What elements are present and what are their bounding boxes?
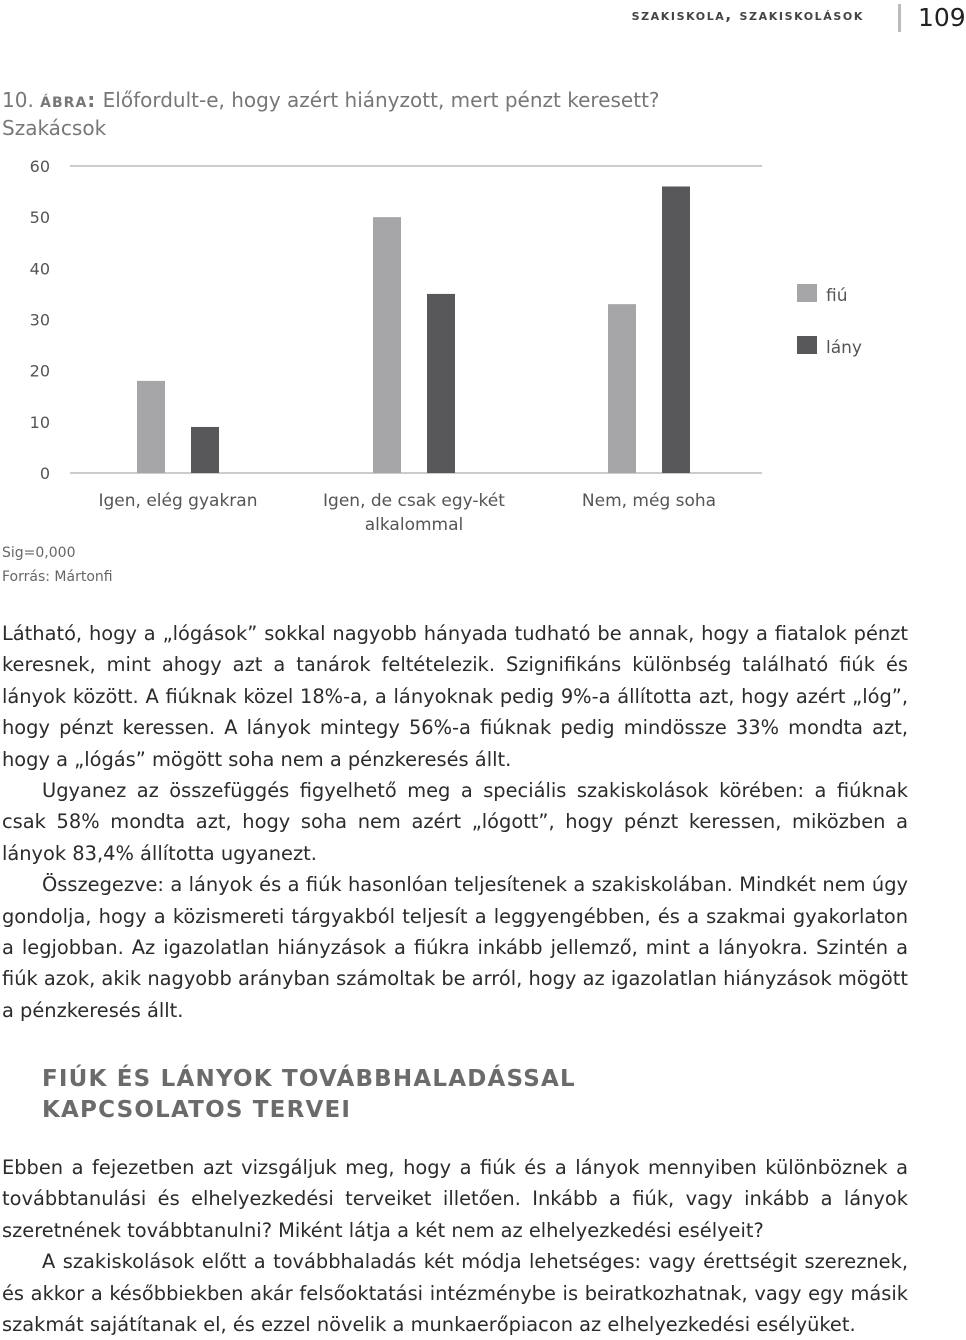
- x-category-label: Nem, még soha: [581, 491, 717, 511]
- body-paragraph: Összegezve: a lányok és a fiúk hasonlóan teljesítenek a szakiskolában. Mindkét nem úgy gondolja, hogy a közismereti tárgyakból teljesít a leggyengébben, és a szakmai gyakorlaton a legjobban. Az igazolatlan hiányzások a fiúkra inkább jellemző, mint a lányokra. Szintén a fiúk azok, akik nagyobb arányban számoltak be arról, hogy az igazolatlan hiányzások mögött a pénzkeresés állt.: [2, 873, 908, 1022]
- page-number: 109: [918, 3, 966, 32]
- bar-fiu: [373, 217, 401, 473]
- bar-lany: [662, 186, 690, 473]
- bar-fiu: [608, 304, 636, 473]
- x-category-label: Igen, elég gyakran: [98, 491, 258, 511]
- bar-fiu: [137, 381, 165, 473]
- figure-title: Előfordult-e, hogy azért hiányzott, mert pénzt keresett?: [102, 88, 660, 112]
- bar-lany: [191, 427, 219, 473]
- section-paragraph: A szakiskolások előtt a továbbhaladás két módja lehetséges: vagy érettségit szereznek, és akkor a későbbiekben akár felsőoktatási intézménybe is beiratkozhatnak, vagy egy másik szakmát sajátítanak el, és ezzel növelik a munkaerőpiacon az elhelyezkedési esélyüket.: [2, 1250, 908, 1337]
- section-heading: [42, 1064, 576, 1126]
- figure-title-line: [2, 86, 762, 114]
- figure-source: Forrás: Mártonfi: [2, 569, 113, 585]
- legend-swatch: [797, 336, 817, 354]
- body-paragraph: Ugyanez az összefüggés figyelhető meg a speciális szakiskolások körében: a fiúknak csak 58% mondta azt, hogy soha nem azért „lógott”, hogy pénzt keressen, miközben a lányok 83,4% állította ugyanezt.: [2, 779, 908, 865]
- body-text: [2, 618, 908, 1026]
- bar-chart: [0, 150, 900, 550]
- y-tick-label: 40: [29, 259, 50, 279]
- y-tick-label: 20: [29, 361, 50, 381]
- y-tick-label: 10: [29, 412, 50, 432]
- header-divider: [898, 4, 901, 32]
- x-category-label: Igen, de csak egy-két: [323, 491, 505, 511]
- section-paragraph: Ebben a fejezetben azt vizsgáljuk meg, hogy a fiúk és a lányok mennyiben különböznek a továbbtanulási és elhelyezkedési terveiket illetően. Inkább a fiúk, vagy inkább a lányok szeretnének továbbtanulni? Miként látja a két nem az elhelyezkedési esélyeit?: [2, 1156, 908, 1242]
- legend-label: fiú: [826, 286, 848, 306]
- figure-caption: [2, 86, 762, 142]
- body-paragraph: Látható, hogy a „lógások” sokkal nagyobb hányada tudható be annak, hogy a fiatalok pénzt keresnek, mint ahogy azt a tanárok feltételezik. Szignifikáns különbség található fiúk és lányok között. A fiúknak közel 18%-a, a lányoknak pedig 9%-a állította azt, hogy azért „lóg”, hogy pénzt keressen. A lányok mintegy 56%-a fiúknak pedig mindössze 33% mondta azt, hogy a „lógás” mögött soha nem a pénzkeresés állt.: [2, 622, 908, 771]
- x-category-label: alkalommal: [364, 515, 464, 535]
- legend-swatch: [797, 284, 817, 302]
- section-heading-line: FIÚK ÉS LÁNYOK TOVÁBBHALADÁSSAL: [42, 1066, 576, 1092]
- section-text: [2, 1152, 908, 1340]
- running-head: szakiskola, szakiskolások: [631, 6, 864, 24]
- y-tick-label: 30: [29, 310, 50, 330]
- significance-note: Sig=0,000: [2, 545, 76, 561]
- figure-number: 10.: [2, 88, 34, 112]
- y-tick-label: 60: [29, 157, 50, 176]
- legend-label: lány: [826, 338, 862, 358]
- y-tick-label: 0: [39, 464, 50, 483]
- y-tick-label: 50: [29, 208, 50, 228]
- bar-lany: [427, 294, 455, 473]
- figure-label: ábra:: [40, 88, 97, 112]
- figure-subtitle: Szakácsok: [2, 116, 107, 140]
- section-heading-line: KAPCSOLATOS TERVEI: [42, 1097, 352, 1123]
